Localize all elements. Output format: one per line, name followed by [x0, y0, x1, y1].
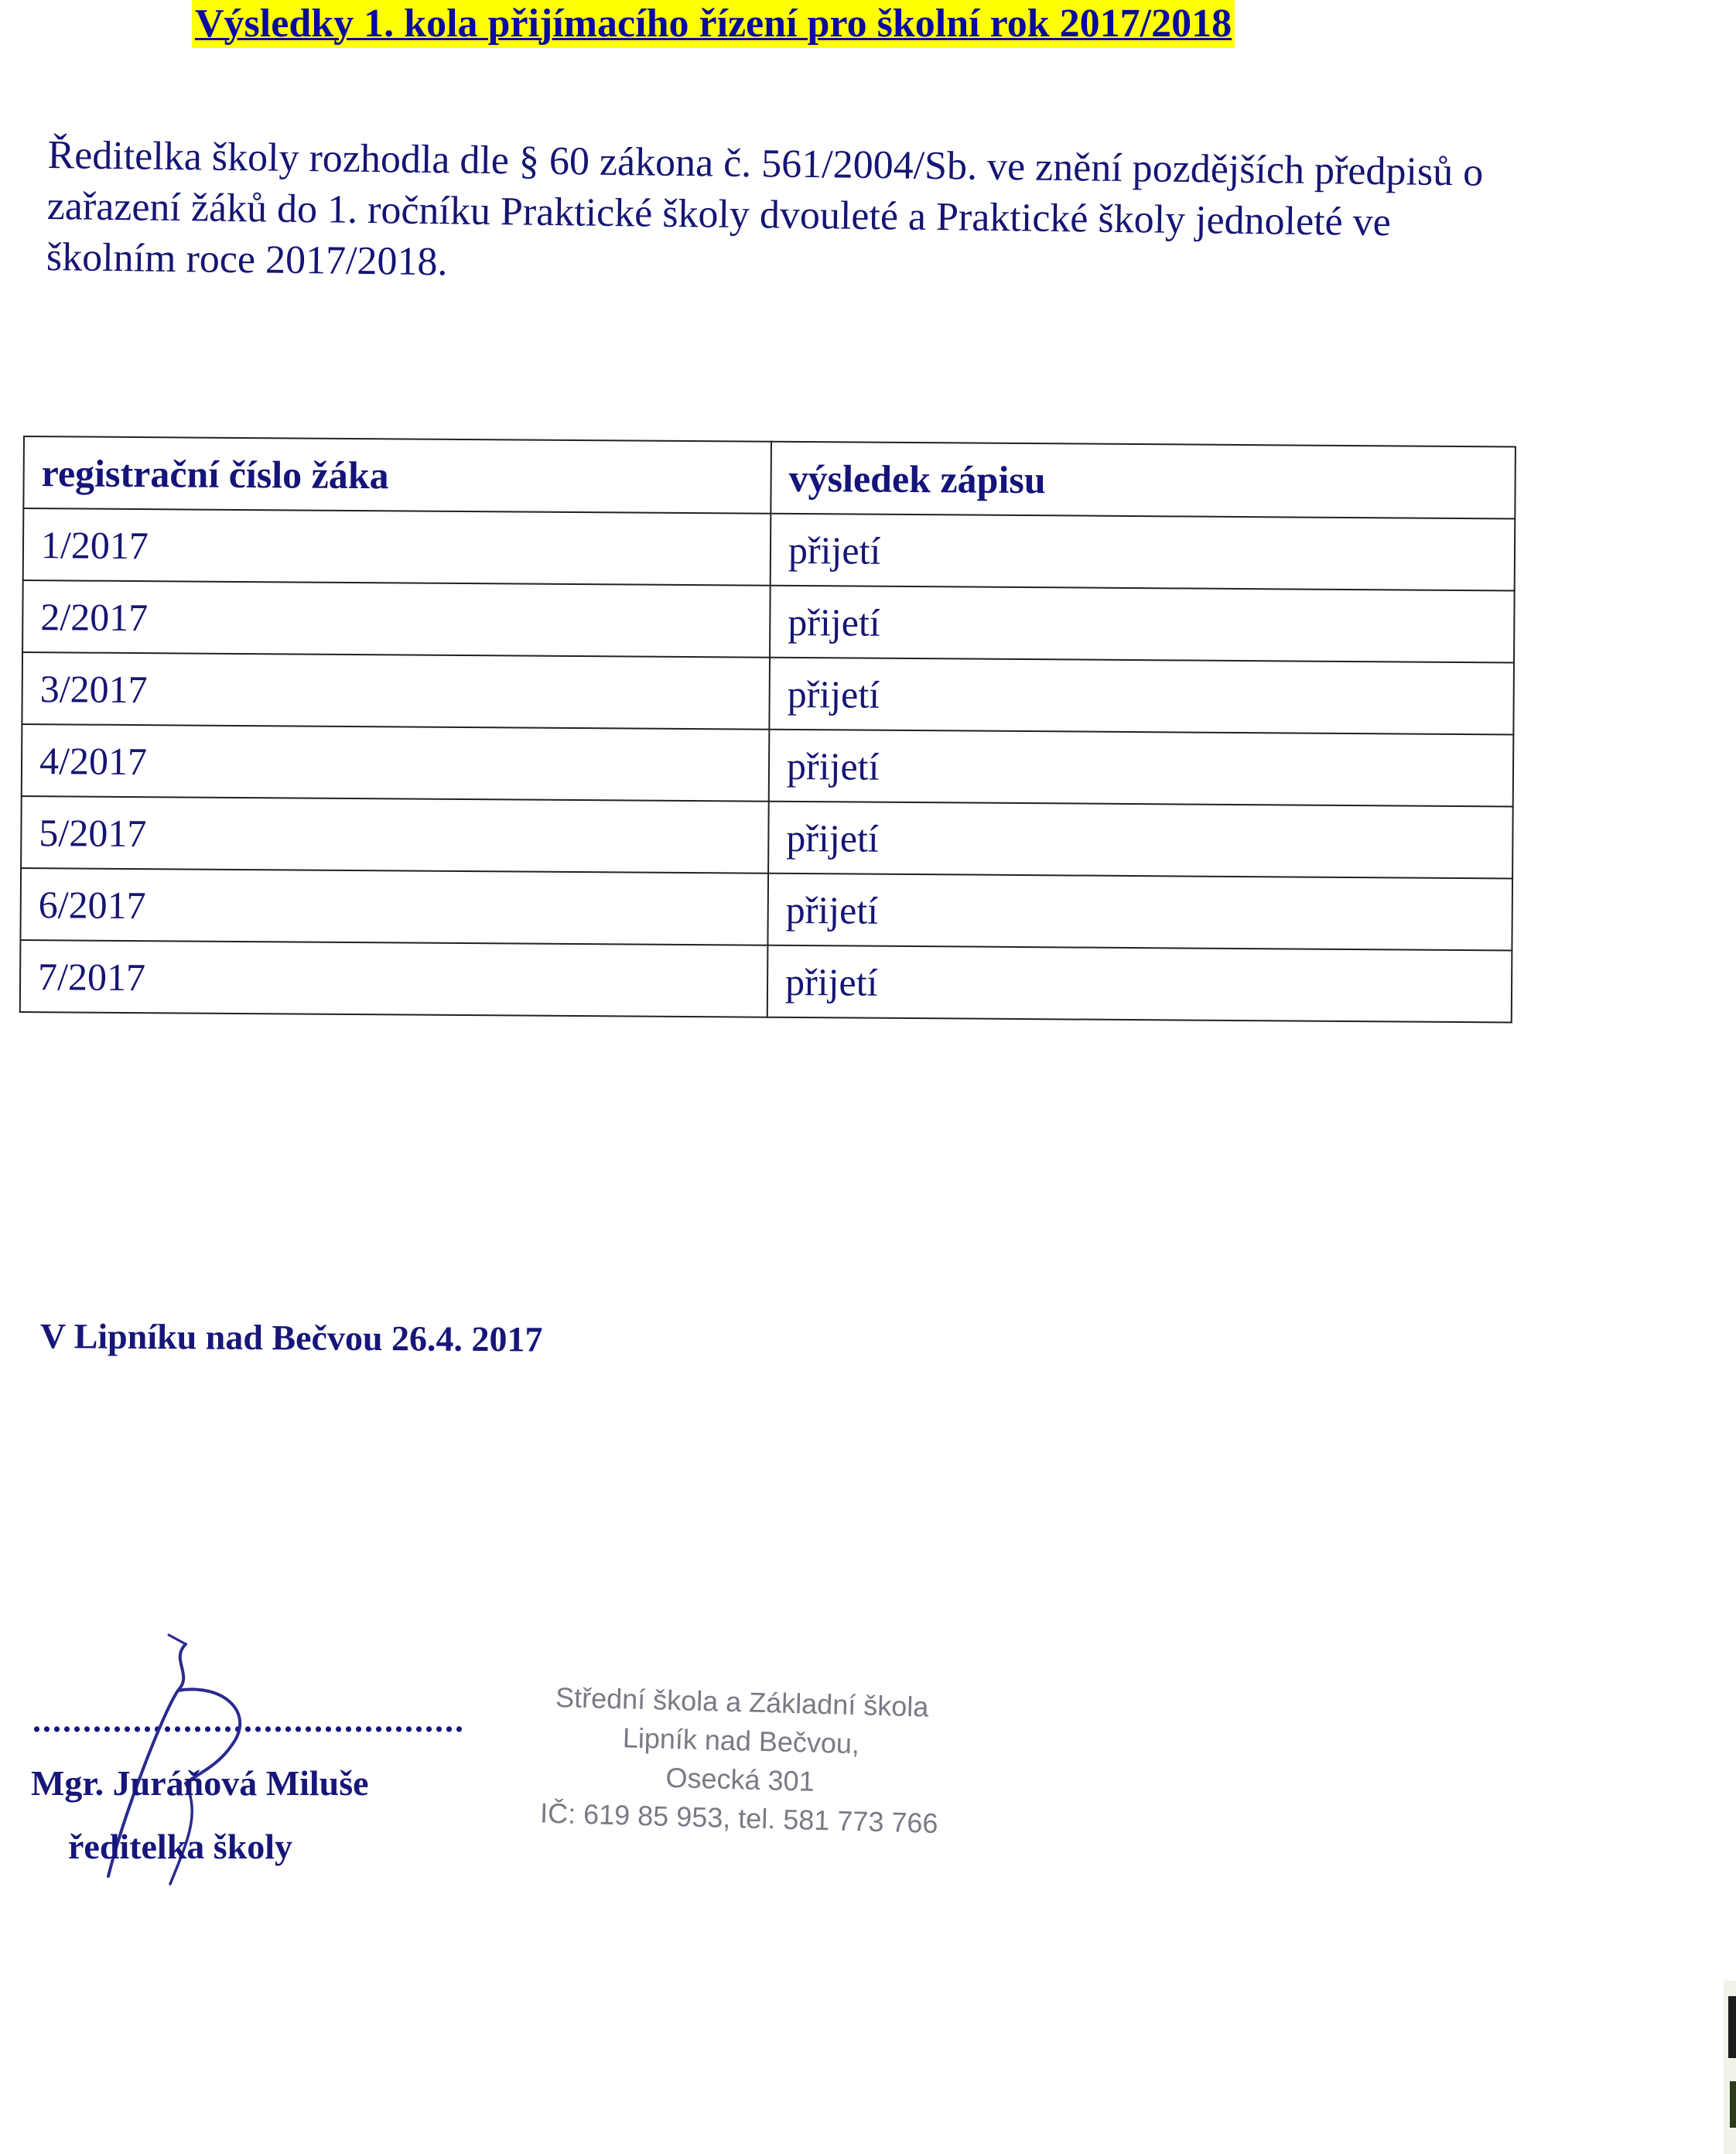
header-result: výsledek zápisu — [771, 442, 1516, 519]
school-stamp — [522, 1677, 959, 1844]
stamp-line: IČ: 619 85 953, tel. 581 773 766 — [539, 1797, 938, 1839]
cell-registration-number: 6/2017 — [20, 868, 768, 945]
cell-registration-number: 1/2017 — [23, 508, 771, 586]
place-and-date: V Lipníku nad Bečvou 26.4. 2017 — [39, 1316, 543, 1359]
cell-result: přijetí — [769, 658, 1514, 735]
cell-result: přijetí — [767, 945, 1512, 1023]
cell-result: přijetí — [768, 802, 1513, 879]
table-row — [21, 796, 1513, 878]
cell-result: přijetí — [771, 514, 1516, 591]
cell-registration-number: 4/2017 — [22, 724, 770, 802]
cell-registration-number: 5/2017 — [21, 796, 769, 874]
table-header-row — [23, 436, 1516, 518]
results-table — [19, 436, 1516, 1023]
cell-result: přijetí — [769, 730, 1514, 807]
document-title: Výsledky 1. kola přijímacího řízení pro školní rok 2017/2018 — [192, 0, 1235, 48]
intro-paragraph: Ředitelka školy rozhodla dle § 60 zákona č. 561/2004/Sb. ve znění pozdějších předpisů o zařazení žáků do 1. ročníku Praktické školy dvouleté a Praktické školy jednoleté ve školním roce 2017/2018. — [46, 132, 1484, 285]
cell-result: přijetí — [767, 874, 1512, 951]
signer-role: ředitelka školy — [68, 1827, 293, 1866]
table-row — [20, 940, 1512, 1022]
cell-registration-number: 3/2017 — [22, 652, 770, 730]
stamp-line: Střední škola a Základní škola — [555, 1681, 929, 1723]
header-registration-number: registrační číslo žáka — [23, 436, 771, 514]
cell-registration-number: 7/2017 — [20, 940, 768, 1017]
cell-registration-number: 2/2017 — [22, 580, 771, 658]
stamp-line: Lipník nad Bečvou, — [622, 1721, 860, 1760]
signer-name: Mgr. Juráňová Miluše — [31, 1763, 369, 1803]
scan-edge-mark — [1717, 1981, 1736, 2154]
cell-result: přijetí — [770, 586, 1515, 663]
table-row — [22, 580, 1515, 662]
signature-line: ........................................... — [32, 1701, 465, 1739]
table-row — [22, 724, 1514, 806]
table-row — [20, 868, 1512, 950]
table-row — [22, 652, 1514, 734]
stamp-line: Osecká 301 — [665, 1761, 815, 1797]
table-row — [23, 508, 1516, 590]
